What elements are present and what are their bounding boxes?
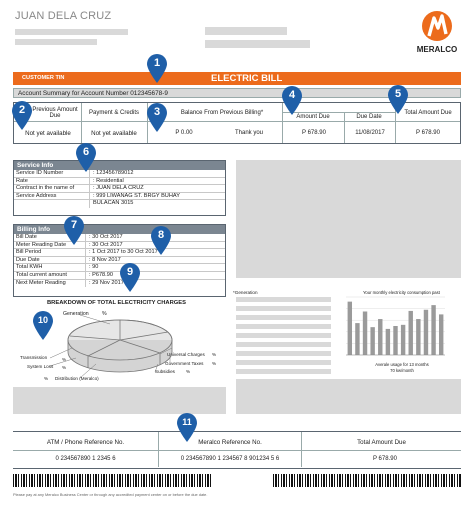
service-address-label-2: [14, 200, 90, 208]
previous-amount-due-value: Not yet available: [25, 129, 71, 137]
payment-credits-header: Payment & Credits: [88, 110, 140, 116]
generation-placeholder-bar: [236, 369, 331, 374]
government-taxes-pct: %: [212, 361, 217, 366]
system-loss-label: System Loss: [27, 364, 54, 369]
marker-pin-2: 2: [11, 100, 33, 130]
service-info-panel: [13, 160, 226, 216]
service-id-label: Service ID Number: [14, 170, 90, 177]
billing-info-row: [14, 242, 225, 250]
amount-due-value: P 678.90: [302, 130, 326, 136]
subsidies-label: Subsidies: [155, 369, 175, 374]
meralco-reference-header: Meralco Reference No.: [198, 438, 262, 446]
billing-info-row: [14, 249, 225, 257]
consumption-bar: [370, 327, 374, 355]
marker-pin-8: 8: [150, 225, 172, 255]
payment-credits-value: Not yet available: [91, 129, 137, 137]
total-kwh-value: : 90: [89, 264, 99, 271]
bill-period-label: Bill Period: [14, 249, 86, 256]
generation-panel-label: *Generation: [233, 290, 258, 295]
transmission-label: Transmission: [20, 355, 48, 360]
marker-pin-1: 1: [146, 53, 168, 83]
address-line: [15, 39, 97, 45]
payment-divider: [13, 450, 461, 451]
total-current-amount-label: Total current amount: [14, 272, 86, 279]
generation-placeholder-bar: [236, 306, 331, 311]
generation-placeholder-bar: [236, 297, 331, 302]
marker-pin-10: 10: [32, 310, 54, 340]
contract-name-label: Contract in the name of: [14, 185, 90, 192]
total-amount-due-header: Total Amount Due: [357, 438, 406, 446]
consumption-bar: [378, 319, 382, 355]
service-info-row: [14, 193, 225, 201]
consumption-bar: [393, 326, 397, 355]
account-summary-label: Account Summary for Account Number 012345678-9: [18, 90, 168, 97]
service-address-value-2: BULACAN 3015: [93, 200, 134, 207]
next-meter-reading-value: : 29 Nov 2017: [89, 279, 124, 286]
due-date-value: 11/08/2017: [355, 130, 385, 136]
electric-bill-title: ELECTRIC BILL: [211, 73, 283, 84]
balance-note: Thank you: [234, 130, 264, 136]
consumption-bar: [401, 325, 405, 355]
total-amount-due-value: P 678.90: [373, 456, 397, 462]
distribution-pct: %: [44, 376, 49, 381]
total-current-amount-value: : P678.90: [89, 271, 113, 278]
billing-info-row: [14, 234, 225, 242]
meralco-reference-value: 0 234567890 1 234567 8 901234 5 6: [180, 456, 280, 462]
due-date-header: Due Date: [356, 114, 382, 120]
balance-header: Balance From Previous Billing*: [180, 110, 264, 116]
meralco-logo-text: MERALCO: [416, 45, 458, 54]
service-info-header: Service Info: [14, 161, 225, 170]
billing-info-header: Billing Info: [14, 225, 225, 234]
consumption-note-1: Averale usage for 13 months: [375, 362, 429, 367]
message-placeholder-block: [13, 387, 226, 414]
service-address-label: Service Address: [14, 193, 90, 200]
generation-placeholder-bar: [236, 324, 331, 329]
consumption-bar: [386, 329, 390, 355]
due-date-label: Due Date: [14, 257, 86, 264]
previous-amount-due-header: Previous Amount Due: [32, 106, 78, 119]
atm-reference-header: ATM / Phone Reference No.: [46, 438, 125, 446]
meter-reading-date-label: Meter Reading Date: [14, 242, 86, 249]
consumption-bar: [424, 310, 428, 355]
service-info-row: [14, 178, 225, 186]
rate-label: Rate: [14, 178, 90, 185]
service-info-row: [14, 185, 225, 193]
marker-pin-5: 5: [387, 84, 409, 114]
service-info-row: [14, 200, 225, 208]
consumption-bar-chart: [340, 295, 445, 358]
service-address-value: : 999 LIWANAG ST. BRGY BUHAY: [93, 192, 180, 199]
footer-note: Please pay at any Meralco Business Center or through any accredited payment center on or before the due date.: [13, 492, 208, 497]
generation-placeholder-bar: [236, 360, 331, 365]
marker-pin-11: 11: [176, 412, 198, 442]
consumption-bar: [363, 312, 367, 356]
atm-reference-value: 0 234567890 1 2345 6: [55, 456, 116, 462]
meralco-logo: [412, 8, 462, 58]
universal-charges-pct: %: [212, 352, 217, 357]
government-taxes-label: Government Taxes: [165, 361, 204, 366]
address-line: [15, 29, 128, 35]
generation-placeholder-bar: [236, 315, 331, 320]
distribution-label: Distribution (Meralco): [55, 376, 99, 381]
consumption-bar: [355, 323, 359, 355]
amount-due-header: Amount Due: [296, 114, 330, 120]
consumption-bar: [416, 319, 420, 355]
due-date-value: : 8 Nov 2017: [89, 256, 121, 263]
total-amount-due-header: Total Amount Due: [404, 110, 452, 116]
breakdown-title: BREAKDOWN OF TOTAL ELECTRICITY CHARGES: [47, 300, 187, 306]
marker-pin-9: 9: [119, 262, 141, 292]
consumption-bar: [348, 302, 352, 355]
consumption-bar: [431, 305, 435, 355]
transmission-pct: %: [62, 357, 67, 362]
header-block: [205, 40, 310, 48]
marker-pin-7: 7: [63, 215, 85, 245]
meter-reading-date-value: : 30 Oct 2017: [89, 241, 123, 248]
consumption-bar: [409, 311, 413, 355]
bill-period-value: : 1 Oct 2017 to 30 Oct 2017: [89, 249, 158, 256]
info-placeholder-block: [236, 160, 461, 278]
generation-placeholder-bar: [236, 333, 331, 338]
system-loss-pct: %: [62, 365, 67, 370]
next-meter-reading-label: Next Meter Reading: [14, 280, 86, 288]
total-kwh-label: Total KWH: [14, 264, 86, 271]
consumption-chart-title: Your monthly electricity consumption past: [363, 290, 440, 295]
generation-placeholder-bar: [236, 351, 331, 356]
contract-name-value: : JUAN DELA CRUZ: [93, 185, 144, 192]
meralco-logo-icon: [412, 8, 462, 48]
balance-value: P 0.00: [175, 130, 193, 136]
header-block: [205, 27, 287, 35]
rate-value: : Residential: [93, 177, 124, 184]
marker-pin-3: 3: [146, 102, 168, 132]
marker-pin-6: 6: [75, 142, 97, 172]
service-id-value: : 123456789012: [93, 170, 134, 176]
consumption-note-2: 70 kw/month: [390, 368, 414, 373]
subsidies-pct: %: [186, 369, 191, 374]
customer-tin-label: CUSTOMER TIN: [22, 75, 65, 81]
consumption-bar: [439, 314, 443, 355]
barcode: [273, 474, 461, 487]
total-amount-due-value: P 678.90: [416, 130, 440, 136]
generation-label: Generation: [63, 311, 89, 317]
barcode: [13, 474, 213, 487]
generation-pct: %: [102, 311, 107, 317]
service-info-row: [14, 170, 225, 178]
message-placeholder-block: [236, 379, 461, 414]
customer-name: JUAN DELA CRUZ: [15, 10, 112, 22]
marker-pin-4: 4: [281, 85, 303, 115]
bill-date-value: : 30 Oct 2017: [89, 234, 123, 240]
payment-slip-table: [13, 431, 461, 469]
bill-date-label: Bill Date: [14, 234, 86, 241]
generation-placeholder-bar: [236, 342, 331, 347]
universal-charges-label: Universal Charges: [167, 352, 205, 357]
